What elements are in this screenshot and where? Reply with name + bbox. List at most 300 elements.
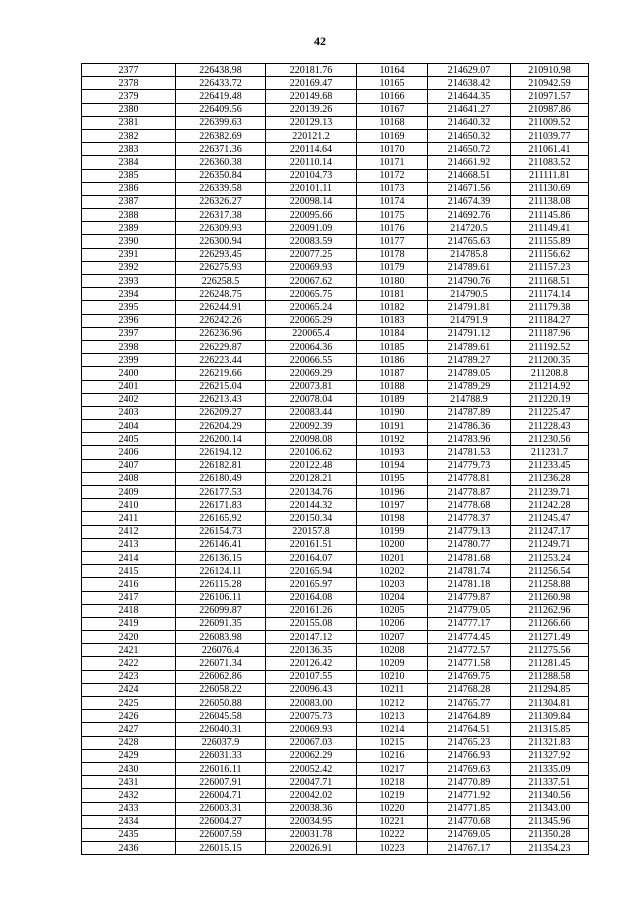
table-cell-x-coordinate-right: 214785.8 xyxy=(428,248,511,261)
table-cell-y-coordinate-left: 220121.2 xyxy=(266,129,357,142)
table-cell-x-coordinate-left: 226007.91 xyxy=(176,776,266,789)
table-cell-y-coordinate-right: 211155.89 xyxy=(511,235,589,248)
table-cell-y-coordinate-left: 220106.62 xyxy=(266,446,357,459)
table-row xyxy=(82,525,589,538)
table-cell-y-coordinate-right: 211309.84 xyxy=(511,710,589,723)
table-cell-y-coordinate-left: 220065.29 xyxy=(266,314,357,327)
table-cell-point-number-right: 10210 xyxy=(357,670,428,683)
table-cell-x-coordinate-right: 214789.27 xyxy=(428,354,511,367)
table-cell-x-coordinate-right: 214781.18 xyxy=(428,578,511,591)
table-row xyxy=(82,631,589,644)
table-row xyxy=(82,578,589,591)
table-cell-point-number-right: 10181 xyxy=(357,288,428,301)
table-cell-point-number-right: 10183 xyxy=(357,314,428,327)
table-cell-x-coordinate-left: 226071.34 xyxy=(176,657,266,670)
table-cell-y-coordinate-right: 211247.17 xyxy=(511,525,589,538)
table-cell-y-coordinate-left: 220066.55 xyxy=(266,354,357,367)
table-cell-point-number-right: 10215 xyxy=(357,736,428,749)
table-row xyxy=(82,657,589,670)
table-cell-point-number-right: 10179 xyxy=(357,261,428,274)
table-cell-point-number-right: 10201 xyxy=(357,551,428,564)
table-cell-x-coordinate-right: 214781.53 xyxy=(428,446,511,459)
table-cell-point-number-left: 2398 xyxy=(82,340,176,353)
table-cell-y-coordinate-right: 211145.86 xyxy=(511,209,589,222)
table-cell-x-coordinate-right: 214767.17 xyxy=(428,842,511,855)
table-cell-x-coordinate-right: 214770.68 xyxy=(428,815,511,828)
table-cell-point-number-right: 10185 xyxy=(357,340,428,353)
table-cell-y-coordinate-left: 220139.26 xyxy=(266,103,357,116)
table-cell-point-number-left: 2383 xyxy=(82,143,176,156)
table-cell-x-coordinate-right: 214661.92 xyxy=(428,156,511,169)
table-row xyxy=(82,182,589,195)
table-row xyxy=(82,314,589,327)
table-cell-point-number-left: 2435 xyxy=(82,828,176,841)
table-cell-y-coordinate-right: 211187.96 xyxy=(511,327,589,340)
table-cell-y-coordinate-right: 211294.85 xyxy=(511,683,589,696)
table-cell-point-number-left: 2423 xyxy=(82,670,176,683)
table-cell-x-coordinate-left: 226309.93 xyxy=(176,222,266,235)
table-cell-point-number-left: 2420 xyxy=(82,631,176,644)
table-cell-y-coordinate-right: 211321.83 xyxy=(511,736,589,749)
table-cell-point-number-right: 10180 xyxy=(357,275,428,288)
table-row xyxy=(82,499,589,512)
table-cell-y-coordinate-right: 211271.49 xyxy=(511,631,589,644)
table-row xyxy=(82,406,589,419)
table-cell-point-number-left: 2389 xyxy=(82,222,176,235)
table-cell-y-coordinate-left: 220069.29 xyxy=(266,367,357,380)
table-cell-y-coordinate-right: 211130.69 xyxy=(511,182,589,195)
table-row xyxy=(82,604,589,617)
table-cell-point-number-left: 2406 xyxy=(82,446,176,459)
table-cell-y-coordinate-left: 220073.81 xyxy=(266,380,357,393)
table-cell-x-coordinate-left: 226229.87 xyxy=(176,340,266,353)
table-cell-point-number-left: 2430 xyxy=(82,762,176,775)
table-cell-y-coordinate-left: 220091.09 xyxy=(266,222,357,235)
table-cell-point-number-left: 2427 xyxy=(82,723,176,736)
table-cell-y-coordinate-left: 220114.64 xyxy=(266,143,357,156)
table-row xyxy=(82,670,589,683)
table-row xyxy=(82,710,589,723)
table-cell-point-number-left: 2385 xyxy=(82,169,176,182)
table-cell-y-coordinate-left: 220098.08 xyxy=(266,433,357,446)
table-cell-y-coordinate-left: 220092.39 xyxy=(266,420,357,433)
table-cell-x-coordinate-right: 214779.73 xyxy=(428,459,511,472)
table-cell-y-coordinate-left: 220107.55 xyxy=(266,670,357,683)
table-row xyxy=(82,90,589,103)
table-cell-point-number-left: 2429 xyxy=(82,749,176,762)
table-cell-point-number-right: 10221 xyxy=(357,815,428,828)
table-cell-x-coordinate-right: 214779.05 xyxy=(428,604,511,617)
table-cell-y-coordinate-right: 211061.41 xyxy=(511,143,589,156)
table-cell-x-coordinate-left: 226171.83 xyxy=(176,499,266,512)
table-row xyxy=(82,459,589,472)
table-row xyxy=(82,156,589,169)
table-cell-x-coordinate-right: 214771.85 xyxy=(428,802,511,815)
table-row xyxy=(82,842,589,855)
table-cell-x-coordinate-left: 226031.33 xyxy=(176,749,266,762)
table-cell-y-coordinate-right: 211304.81 xyxy=(511,697,589,710)
table-cell-y-coordinate-left: 220101.11 xyxy=(266,182,357,195)
table-row xyxy=(82,762,589,775)
table-cell-point-number-right: 10214 xyxy=(357,723,428,736)
table-cell-point-number-right: 10172 xyxy=(357,169,428,182)
table-cell-y-coordinate-left: 220126.42 xyxy=(266,657,357,670)
table-cell-y-coordinate-right: 211149.41 xyxy=(511,222,589,235)
table-cell-x-coordinate-right: 214764.89 xyxy=(428,710,511,723)
table-cell-y-coordinate-right: 210971.57 xyxy=(511,90,589,103)
table-cell-point-number-left: 2424 xyxy=(82,683,176,696)
table-cell-x-coordinate-right: 214789.05 xyxy=(428,367,511,380)
table-cell-x-coordinate-right: 214771.92 xyxy=(428,789,511,802)
table-cell-point-number-right: 10177 xyxy=(357,235,428,248)
table-cell-y-coordinate-right: 211343.00 xyxy=(511,802,589,815)
table-cell-x-coordinate-right: 214671.56 xyxy=(428,182,511,195)
table-cell-x-coordinate-right: 214692.76 xyxy=(428,209,511,222)
table-cell-x-coordinate-right: 214766.93 xyxy=(428,749,511,762)
table-cell-point-number-right: 10204 xyxy=(357,591,428,604)
table-cell-x-coordinate-left: 226136.15 xyxy=(176,551,266,564)
table-cell-y-coordinate-right: 210910.98 xyxy=(511,64,589,77)
table-row xyxy=(82,736,589,749)
table-cell-x-coordinate-right: 214769.75 xyxy=(428,670,511,683)
table-row xyxy=(82,551,589,564)
table-cell-y-coordinate-right: 211256.54 xyxy=(511,565,589,578)
table-row xyxy=(82,261,589,274)
table-cell-y-coordinate-right: 211157.23 xyxy=(511,261,589,274)
table-cell-point-number-right: 10194 xyxy=(357,459,428,472)
table-cell-y-coordinate-left: 220083.44 xyxy=(266,406,357,419)
table-cell-y-coordinate-left: 220134.76 xyxy=(266,486,357,499)
table-cell-y-coordinate-left: 220042.02 xyxy=(266,789,357,802)
table-cell-point-number-left: 2402 xyxy=(82,393,176,406)
table-cell-y-coordinate-right: 211179.38 xyxy=(511,301,589,314)
table-row xyxy=(82,77,589,90)
table-cell-x-coordinate-right: 214674.39 xyxy=(428,195,511,208)
table-cell-x-coordinate-right: 214668.51 xyxy=(428,169,511,182)
table-cell-point-number-right: 10213 xyxy=(357,710,428,723)
table-cell-y-coordinate-right: 211009.52 xyxy=(511,116,589,129)
table-cell-y-coordinate-right: 211327.92 xyxy=(511,749,589,762)
table-cell-x-coordinate-left: 226015.15 xyxy=(176,842,266,855)
table-row xyxy=(82,327,589,340)
table-cell-x-coordinate-right: 214778.37 xyxy=(428,512,511,525)
table-cell-x-coordinate-left: 226258.5 xyxy=(176,275,266,288)
table-row xyxy=(82,143,589,156)
table-cell-y-coordinate-right: 211245.47 xyxy=(511,512,589,525)
table-cell-x-coordinate-right: 214781.74 xyxy=(428,565,511,578)
table-row xyxy=(82,103,589,116)
table-row xyxy=(82,644,589,657)
table-cell-x-coordinate-left: 226106.11 xyxy=(176,591,266,604)
table-cell-point-number-left: 2401 xyxy=(82,380,176,393)
table-cell-x-coordinate-right: 214777.17 xyxy=(428,617,511,630)
table-cell-x-coordinate-left: 226115.28 xyxy=(176,578,266,591)
table-row xyxy=(82,393,589,406)
table-cell-x-coordinate-left: 226091.35 xyxy=(176,617,266,630)
table-row xyxy=(82,776,589,789)
table-row xyxy=(82,195,589,208)
table-row xyxy=(82,789,589,802)
table-cell-x-coordinate-left: 226300.94 xyxy=(176,235,266,248)
table-cell-point-number-right: 10174 xyxy=(357,195,428,208)
table-cell-point-number-left: 2432 xyxy=(82,789,176,802)
table-cell-point-number-left: 2379 xyxy=(82,90,176,103)
table-cell-y-coordinate-right: 211225.47 xyxy=(511,406,589,419)
table-cell-x-coordinate-left: 226293.45 xyxy=(176,248,266,261)
table-cell-x-coordinate-right: 214770.89 xyxy=(428,776,511,789)
table-cell-x-coordinate-right: 214787.89 xyxy=(428,406,511,419)
table-cell-x-coordinate-right: 214641.27 xyxy=(428,103,511,116)
table-cell-y-coordinate-left: 220169.47 xyxy=(266,77,357,90)
table-cell-point-number-left: 2411 xyxy=(82,512,176,525)
table-cell-y-coordinate-right: 211340.56 xyxy=(511,789,589,802)
table-cell-x-coordinate-right: 214791.81 xyxy=(428,301,511,314)
table-cell-y-coordinate-left: 220164.08 xyxy=(266,591,357,604)
table-cell-point-number-right: 10178 xyxy=(357,248,428,261)
table-row xyxy=(82,301,589,314)
table-cell-point-number-right: 10184 xyxy=(357,327,428,340)
table-cell-y-coordinate-left: 220128.21 xyxy=(266,472,357,485)
table-cell-y-coordinate-right: 211138.08 xyxy=(511,195,589,208)
table-cell-y-coordinate-left: 220065.4 xyxy=(266,327,357,340)
table-cell-point-number-right: 10202 xyxy=(357,565,428,578)
table-cell-x-coordinate-left: 226236.96 xyxy=(176,327,266,340)
table-cell-point-number-left: 2404 xyxy=(82,420,176,433)
table-cell-x-coordinate-right: 214769.63 xyxy=(428,762,511,775)
table-cell-y-coordinate-right: 211111.81 xyxy=(511,169,589,182)
table-cell-y-coordinate-right: 211262.96 xyxy=(511,604,589,617)
table-cell-y-coordinate-left: 220096.43 xyxy=(266,683,357,696)
table-cell-x-coordinate-left: 226399.63 xyxy=(176,116,266,129)
table-cell-point-number-right: 10198 xyxy=(357,512,428,525)
table-cell-y-coordinate-right: 211083.52 xyxy=(511,156,589,169)
table-row xyxy=(82,472,589,485)
table-cell-y-coordinate-left: 220110.14 xyxy=(266,156,357,169)
table-row xyxy=(82,723,589,736)
table-cell-y-coordinate-left: 220144.32 xyxy=(266,499,357,512)
table-cell-point-number-left: 2386 xyxy=(82,182,176,195)
table-cell-point-number-left: 2405 xyxy=(82,433,176,446)
table-cell-x-coordinate-left: 226177.53 xyxy=(176,486,266,499)
table-cell-point-number-left: 2414 xyxy=(82,551,176,564)
table-cell-y-coordinate-left: 220064.36 xyxy=(266,340,357,353)
table-row xyxy=(82,420,589,433)
table-cell-x-coordinate-right: 214640.32 xyxy=(428,116,511,129)
table-cell-point-number-right: 10191 xyxy=(357,420,428,433)
table-cell-point-number-right: 10182 xyxy=(357,301,428,314)
table-cell-point-number-left: 2382 xyxy=(82,129,176,142)
table-cell-point-number-left: 2388 xyxy=(82,209,176,222)
table-cell-point-number-left: 2380 xyxy=(82,103,176,116)
table-cell-y-coordinate-right: 211249.71 xyxy=(511,538,589,551)
table-row xyxy=(82,486,589,499)
table-cell-x-coordinate-left: 226045.58 xyxy=(176,710,266,723)
table-cell-point-number-left: 2396 xyxy=(82,314,176,327)
table-cell-x-coordinate-left: 226165.92 xyxy=(176,512,266,525)
table-row xyxy=(82,380,589,393)
table-cell-point-number-right: 10212 xyxy=(357,697,428,710)
table-row xyxy=(82,209,589,222)
table-cell-y-coordinate-right: 211230.56 xyxy=(511,433,589,446)
table-cell-x-coordinate-right: 214789.29 xyxy=(428,380,511,393)
table-cell-point-number-left: 2433 xyxy=(82,802,176,815)
table-cell-point-number-left: 2392 xyxy=(82,261,176,274)
table-cell-x-coordinate-right: 214772.57 xyxy=(428,644,511,657)
table-cell-y-coordinate-left: 220075.73 xyxy=(266,710,357,723)
table-row xyxy=(82,129,589,142)
table-row xyxy=(82,565,589,578)
table-cell-x-coordinate-left: 226242.26 xyxy=(176,314,266,327)
table-row xyxy=(82,828,589,841)
table-cell-point-number-right: 10170 xyxy=(357,143,428,156)
table-cell-point-number-left: 2422 xyxy=(82,657,176,670)
table-cell-y-coordinate-right: 211233.45 xyxy=(511,459,589,472)
table-cell-y-coordinate-right: 211315.85 xyxy=(511,723,589,736)
table-row xyxy=(82,235,589,248)
table-cell-y-coordinate-left: 220165.97 xyxy=(266,578,357,591)
table-cell-y-coordinate-right: 210942.59 xyxy=(511,77,589,90)
page-number: 42 xyxy=(314,34,326,48)
table-cell-x-coordinate-right: 214765.77 xyxy=(428,697,511,710)
table-cell-x-coordinate-left: 226209.27 xyxy=(176,406,266,419)
table-cell-x-coordinate-left: 226317.38 xyxy=(176,209,266,222)
table-cell-y-coordinate-left: 220155.08 xyxy=(266,617,357,630)
table-row xyxy=(82,815,589,828)
table-cell-y-coordinate-left: 220078.04 xyxy=(266,393,357,406)
table-cell-y-coordinate-left: 220150.34 xyxy=(266,512,357,525)
table-cell-x-coordinate-right: 214771.58 xyxy=(428,657,511,670)
table-cell-point-number-right: 10188 xyxy=(357,380,428,393)
table-cell-y-coordinate-right: 211337.51 xyxy=(511,776,589,789)
table-cell-x-coordinate-left: 226194.12 xyxy=(176,446,266,459)
table-cell-y-coordinate-right: 211239.71 xyxy=(511,486,589,499)
table-cell-point-number-left: 2403 xyxy=(82,406,176,419)
table-cell-x-coordinate-left: 226213.43 xyxy=(176,393,266,406)
table-cell-point-number-right: 10223 xyxy=(357,842,428,855)
table-cell-point-number-left: 2400 xyxy=(82,367,176,380)
table-cell-point-number-right: 10168 xyxy=(357,116,428,129)
table-cell-y-coordinate-left: 220147.12 xyxy=(266,631,357,644)
table-row xyxy=(82,538,589,551)
table-cell-point-number-right: 10216 xyxy=(357,749,428,762)
table-cell-point-number-right: 10203 xyxy=(357,578,428,591)
table-cell-point-number-left: 2416 xyxy=(82,578,176,591)
table-cell-point-number-left: 2391 xyxy=(82,248,176,261)
table-cell-x-coordinate-right: 214780.77 xyxy=(428,538,511,551)
table-cell-x-coordinate-left: 226040.31 xyxy=(176,723,266,736)
table-cell-y-coordinate-left: 220181.76 xyxy=(266,64,357,77)
table-cell-y-coordinate-left: 220161.51 xyxy=(266,538,357,551)
table-cell-y-coordinate-right: 211220.19 xyxy=(511,393,589,406)
table-cell-y-coordinate-left: 220069.93 xyxy=(266,261,357,274)
table-cell-y-coordinate-left: 220026.91 xyxy=(266,842,357,855)
coordinates-table-body xyxy=(82,64,589,855)
table-cell-y-coordinate-right: 211354.23 xyxy=(511,842,589,855)
table-cell-point-number-right: 10195 xyxy=(357,472,428,485)
table-cell-point-number-left: 2413 xyxy=(82,538,176,551)
table-row xyxy=(82,802,589,815)
table-row xyxy=(82,683,589,696)
table-cell-x-coordinate-left: 226076.4 xyxy=(176,644,266,657)
table-cell-point-number-right: 10205 xyxy=(357,604,428,617)
table-cell-point-number-left: 2378 xyxy=(82,77,176,90)
table-cell-point-number-right: 10206 xyxy=(357,617,428,630)
table-cell-x-coordinate-right: 214644.35 xyxy=(428,90,511,103)
table-cell-x-coordinate-right: 214779.13 xyxy=(428,525,511,538)
table-cell-y-coordinate-right: 211168.51 xyxy=(511,275,589,288)
table-cell-x-coordinate-left: 226326.27 xyxy=(176,195,266,208)
table-cell-y-coordinate-left: 220083.59 xyxy=(266,235,357,248)
table-row xyxy=(82,169,589,182)
table-cell-y-coordinate-left: 220052.42 xyxy=(266,762,357,775)
table-cell-y-coordinate-right: 211236.28 xyxy=(511,472,589,485)
table-cell-point-number-right: 10176 xyxy=(357,222,428,235)
table-cell-y-coordinate-right: 211184.27 xyxy=(511,314,589,327)
table-cell-point-number-right: 10199 xyxy=(357,525,428,538)
table-cell-x-coordinate-right: 214789.61 xyxy=(428,261,511,274)
table-cell-point-number-right: 10196 xyxy=(357,486,428,499)
table-cell-x-coordinate-right: 214791.12 xyxy=(428,327,511,340)
table-cell-y-coordinate-left: 220065.24 xyxy=(266,301,357,314)
table-cell-x-coordinate-right: 214778.87 xyxy=(428,486,511,499)
table-cell-y-coordinate-left: 220136.35 xyxy=(266,644,357,657)
table-cell-y-coordinate-right: 211214.92 xyxy=(511,380,589,393)
table-cell-point-number-left: 2418 xyxy=(82,604,176,617)
table-cell-point-number-left: 2408 xyxy=(82,472,176,485)
table-cell-x-coordinate-left: 226204.29 xyxy=(176,420,266,433)
table-cell-x-coordinate-left: 226215.04 xyxy=(176,380,266,393)
table-cell-x-coordinate-right: 214720.5 xyxy=(428,222,511,235)
table-cell-point-number-left: 2428 xyxy=(82,736,176,749)
table-cell-point-number-right: 10220 xyxy=(357,802,428,815)
table-cell-point-number-left: 2412 xyxy=(82,525,176,538)
table-cell-y-coordinate-right: 211260.98 xyxy=(511,591,589,604)
table-cell-y-coordinate-right: 211281.45 xyxy=(511,657,589,670)
table-cell-x-coordinate-right: 214778.68 xyxy=(428,499,511,512)
table-cell-y-coordinate-left: 220047.71 xyxy=(266,776,357,789)
table-cell-y-coordinate-left: 220067.03 xyxy=(266,736,357,749)
table-cell-x-coordinate-right: 214629.07 xyxy=(428,64,511,77)
table-cell-x-coordinate-left: 226223.44 xyxy=(176,354,266,367)
table-row xyxy=(82,248,589,261)
table-cell-x-coordinate-left: 226050.88 xyxy=(176,697,266,710)
table-row xyxy=(82,446,589,459)
table-row xyxy=(82,116,589,129)
table-cell-x-coordinate-left: 226275.93 xyxy=(176,261,266,274)
table-cell-point-number-left: 2410 xyxy=(82,499,176,512)
table-cell-x-coordinate-right: 214769.05 xyxy=(428,828,511,841)
table-row xyxy=(82,749,589,762)
table-cell-y-coordinate-right: 210987.86 xyxy=(511,103,589,116)
table-cell-y-coordinate-left: 220065.75 xyxy=(266,288,357,301)
table-cell-x-coordinate-left: 226004.27 xyxy=(176,815,266,828)
table-cell-x-coordinate-left: 226099.87 xyxy=(176,604,266,617)
table-cell-x-coordinate-right: 214791.9 xyxy=(428,314,511,327)
table-cell-x-coordinate-right: 214650.32 xyxy=(428,129,511,142)
table-cell-point-number-left: 2393 xyxy=(82,275,176,288)
table-cell-point-number-right: 10222 xyxy=(357,828,428,841)
table-cell-x-coordinate-right: 214764.51 xyxy=(428,723,511,736)
table-cell-y-coordinate-left: 220069.93 xyxy=(266,723,357,736)
table-cell-x-coordinate-left: 226007.59 xyxy=(176,828,266,841)
table-cell-point-number-right: 10189 xyxy=(357,393,428,406)
table-row xyxy=(82,64,589,77)
table-cell-point-number-right: 10209 xyxy=(357,657,428,670)
table-cell-y-coordinate-left: 220149.68 xyxy=(266,90,357,103)
table-cell-x-coordinate-left: 226058.22 xyxy=(176,683,266,696)
table-cell-x-coordinate-right: 214790.5 xyxy=(428,288,511,301)
table-cell-point-number-left: 2384 xyxy=(82,156,176,169)
